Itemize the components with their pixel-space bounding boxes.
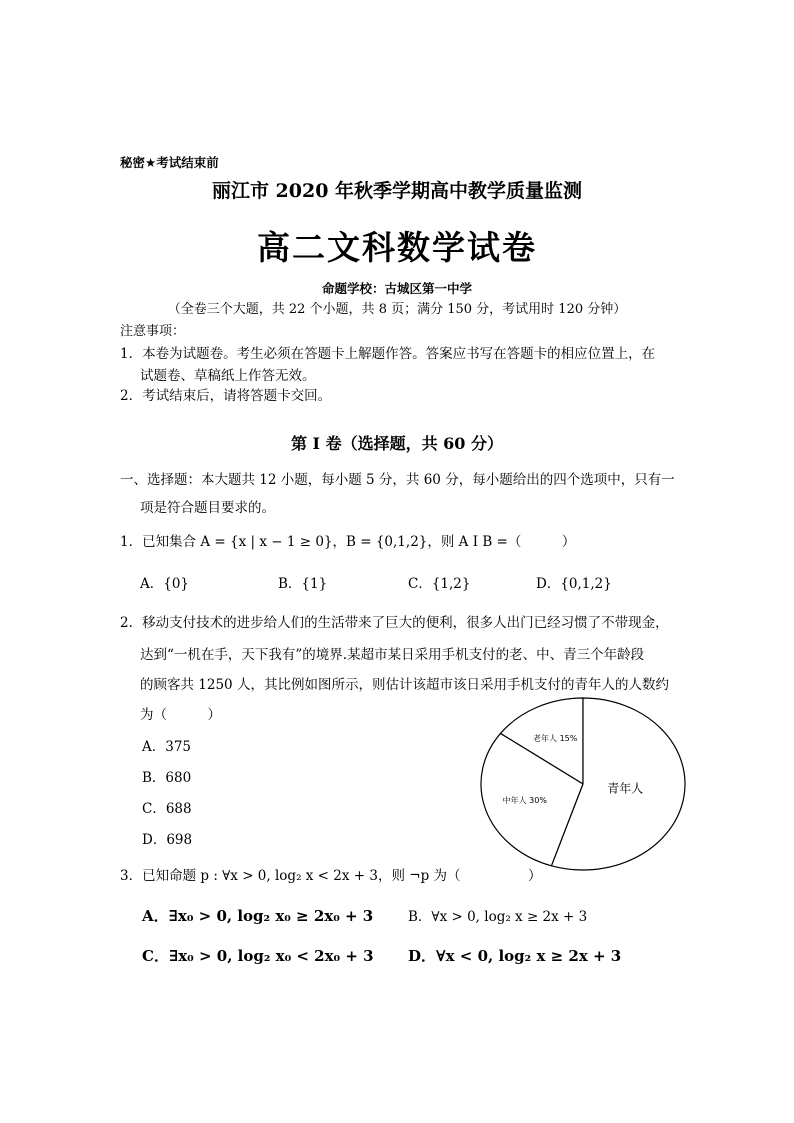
question-1-stem: 1．已知集合 A = {x | x − 1 ≥ 0}，B = {0,1,2}，则 A I B =（ ） xyxy=(120,534,576,550)
pie-label-elderly: 老年人 15% xyxy=(533,734,578,743)
pie-label-middle-aged: 中年人 30% xyxy=(502,795,547,805)
q2-option-a: A．375 xyxy=(142,739,192,755)
question-2-line-1: 2．移动支付技术的进步给人们的生活带来了巨大的便利，很多人出门已经习惯了不带现金， xyxy=(120,615,669,631)
age-pie-chart xyxy=(478,696,688,872)
q1-option-a: A．{0} xyxy=(140,576,190,592)
q2-option-d: D．698 xyxy=(142,832,193,848)
notice-item-1-cont: 试题卷、草稿纸上作答无效。 xyxy=(140,368,316,384)
q1-option-c: C．{1,2} xyxy=(408,576,471,592)
q1-option-d: D．{0,1,2} xyxy=(536,576,612,592)
part-instruction-cont: 项是符合题目要求的。 xyxy=(140,500,275,516)
pie-label-young: 青年人 xyxy=(607,781,644,796)
q3-option-a: A．∃x₀ > 0, log₂ x₀ ≥ 2x₀ + 3 xyxy=(142,907,374,925)
question-2-line-3: 的顾客共 1250 人，其比例如图所示，则估计该超市该日采用手机支付的青年人的人数约 xyxy=(140,677,669,693)
notice-heading: 注意事项： xyxy=(120,324,186,339)
q3-option-c: C．∃x₀ > 0, log₂ x₀ < 2x₀ + 3 xyxy=(142,947,374,965)
question-3-stem: 3．已知命题 p : ∀x > 0, log₂ x < 2x + 3，则 ¬p 为（ ） xyxy=(120,868,542,884)
part-instruction: 一、选择题：本大题共 12 小题，每小题 5 分，共 60 分，每小题给出的四个选项中，只有一 xyxy=(120,472,675,488)
q3-option-b: B．∀x > 0, log₂ x ≥ 2x + 3 xyxy=(408,909,588,925)
q2-option-b: B．680 xyxy=(142,770,192,786)
notice-item-2: 2．考试结束后，请将答题卡交回。 xyxy=(120,388,332,404)
q1-option-b: B．{1} xyxy=(278,576,328,592)
notice-item-1: 1．本卷为试题卷。考生必须在答题卡上解题作答。答案应书写在答题卡的相应位置上，在 xyxy=(120,346,656,362)
school-line: 命题学校：古城区第一中学 xyxy=(321,281,472,296)
page-title: 高二文科数学试卷 xyxy=(257,228,537,267)
exam-subtitle: 丽江市 2020 年秋季学期高中教学质量监测 xyxy=(211,180,583,202)
section-title: 第 I 卷（选择题，共 60 分） xyxy=(290,434,504,453)
q2-option-c: C．688 xyxy=(142,801,192,817)
q3-option-d: D．∀x < 0, log₂ x ≥ 2x + 3 xyxy=(408,947,622,965)
exam-info: （全卷三个大题，共 22 个小题，共 8 页；满分 150 分，考试用时 120 分钟） xyxy=(167,302,627,317)
question-2-line-4: 为（ ） xyxy=(140,707,221,723)
question-2-line-2: 达到“一机在手，天下我有”的境界.某超市某日采用手机支付的老、中、青三个年龄段 xyxy=(140,647,645,663)
confidential-label: 秘密★考试结束前 xyxy=(120,155,219,170)
